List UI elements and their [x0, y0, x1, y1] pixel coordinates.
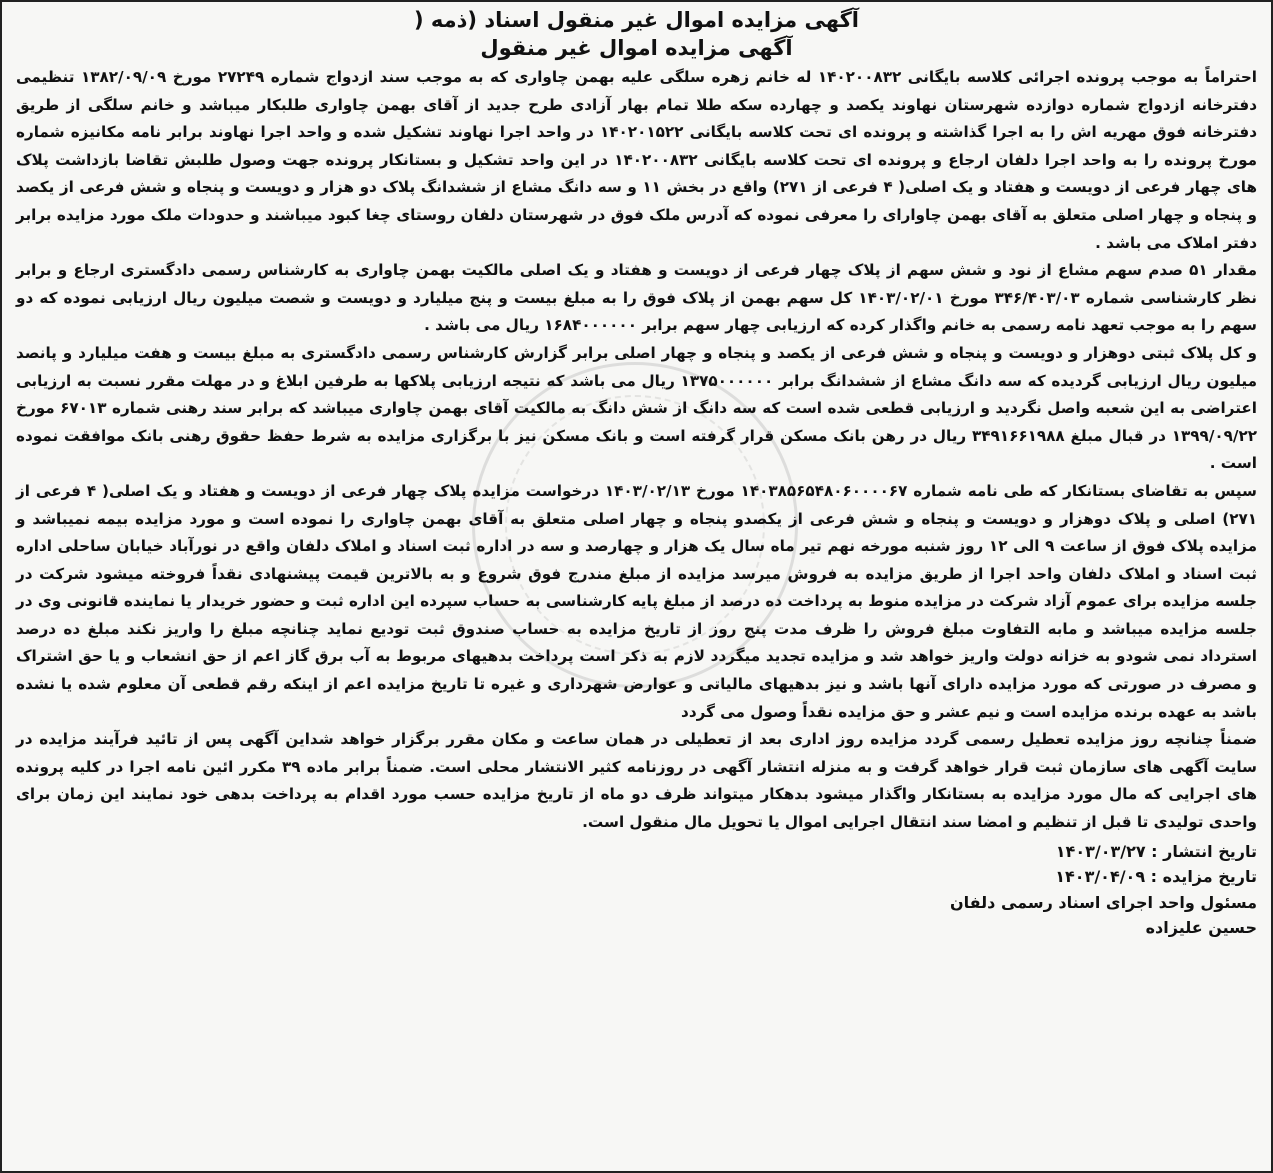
paragraph-case-details: احتراماً به موجب پرونده اجرائی کلاسه بایگانی ۱۴۰۲۰۰۸۳۲ له خانم زهره سلگی علیه بهمن چاواری که به موجب سند ازدواج شماره ۲۷۲۴۹ مورخ ۱۳۸۲/۰۹/۰۹ تنظیمی دفترخانه ازدواج شماره دوازده شهرستان نهاوند یکصد و چهارده سکه طلا تمام بهار آزادی طرح جدید از آقای بهمن چاواری طلبکار میباشد و خانم سلگی از طریق دفترخانه فوق مهریه اش را به اجرا گذاشته و پرونده ای تحت کلاسه بایگانی ۱۴۰۲۰۱۵۲۲ در واحد اجرا نهاوند تشکیل شده و واحد اجرا نهاوند برابر نامه مکانیزه شماره مورخ پرونده را به واحد اجرا دلفان ارجاع و پرونده ای تحت کلاسه بایگانی ۱۴۰۲۰۰۸۳۲ در این واحد تشکیل و بستانکار پرونده جهت وصول طلبش تقاضا بازداشت پلاک های چهار فرعی از دویست و هفتاد و یک اصلی( ۴ فرعی از ۲۷۱) واقع در بخش ۱۱ و سه دانگ مشاع از ششدانگ پلاک دو هزار و دویست و پنجاه و شش فرعی از یکصد و پنجاه و چهار اصلی متعلق به آقای بهمن چاوارای را معرفی نموده که آدرس ملک فوق در شهرستان دلفان روستای چغا کبود میباشند و حدودات ملک مورد مزایده برابر دفتر املاک می باشد . [16, 68, 1258, 252]
auction-date: تاریخ مزایده : ۱۴۰۳/۰۴/۰۹ [1055, 867, 1257, 887]
notice-title: آگهی مزایده اموال غیر منقول اسناد (ذمه ( [413, 8, 859, 32]
paragraph-additional-terms: ضمناً چنانچه روز مزایده تعطیل رسمی گردد مزایده روز اداری بعد از تعطیلی در همان ساعت و مکان مقرر برگزار خواهد شداین آگهی پس از تائید فرآیند مزایده در سایت آگهی های سازمان ثبت قرار خواهد گرفت و به منزله انتشار آگهی در روزنامه کثیر الانتشار محلی است. ضمناً برابر ماده ۳۹ مکرر ائین نامه اجرا در کلیه پرونده های اجرایی که مال مورد مزایده به بستانکار واگذار میشود بدهکار میتواند ظرف دو ماه از تاریخ مزایده حسب مورد اقدام به پرداخت بدهی خود نمایند این زمان برای واحدی تولیدی تا قبل از تنظیم و امضا سند انتقال اجرایی اموال یا تحویل مال منقول است. [16, 730, 1257, 832]
notice-subtitle: آگهی مزایده اموال غیر منقول [480, 36, 793, 60]
paragraph-auction-terms: سپس به تقاضای بستانکار که طی نامه شماره ۱۴۰۳۸۵۶۵۴۸۰۶۰۰۰۰۶۷ مورخ ۱۴۰۳/۰۲/۱۳ درخواست مزایده پلاک چهار فرعی از دویست و هفتاد و یک اصلی( ۴ فرعی از ۲۷۱) اصلی و پلاک دوهزار و دویست و پنجاه و شش فرعی از یکصدو پنجاه و چهار اصلی متعلق به آقای بهمن چاواری را نموده است و مورد مزایده بیمه نمیباشد و مزایده پلاک فوق از ساعت ۹ الی ۱۲ روز شنبه مورخه نهم تیر ماه سال یک هزار و چهارصد و سه در اداره ثبت اسناد و املاک دلفان واقع در نورآباد خیابان ساحلی اداره ثبت اسناد و املاک دلفان واحد اجرا از طریق مزایده به فروش میرسد مزایده از مبلغ مندرج فوق شروع و به بالاترین قیمت پیشنهادی نقداً فروخته میشود شرکت در جلسه مزایده برای عموم آزاد شرکت در مزایده منوط به پرداخت ده درصد از مبلغ پایه کارشناسی به حساب سپرده این اداره ثبت و حضور خریدار یا نماینده قانونی وی در جلسه مزایده میباشد و مابه التفاوت مبلغ فروش را ظرف مدت پنج روز از تاریخ مزایده به حساب صندوق ثبت تودیع نماید چنانچه مبلغ را واریز نکند مبلغ ده درصد استرداد نمی شودو به خزانه دولت واریز خواهد شد و مزایده تجدید میگردد لازم به ذکر است پرداخت بدهیهای مربوط به آب برق گاز اعم از حق انشعاب و یا حق اشتراک و مصرف در صورتی که مورد مزایده دارای آنها باشد و نیز بدهیهای مالیاتی و عوارض شهرداری و غیره تا تاریخ مزایده اعم از اینکه رقم قطعی آن معلوم شده یا نشده باشد به عهده برنده مزایده است و نیم عشر و حق مزایده نقداً وصول می گردد [16, 481, 1257, 721]
official-title: مسئول واحد اجرای اسناد رسمی دلفان [949, 892, 1257, 912]
notice-footer [16, 839, 1257, 941]
publish-date: تاریخ انتشار : ۱۴۰۳/۰۳/۲۷ [1055, 841, 1257, 861]
paragraph-second-plate-valuation: و کل پلاک ثبتی دوهزار و دویست و پنجاه و شش فرعی از یکصد و پنجاه و چهار اصلی برابر گزارش کارشناس رسمی دادگستری به مبلغ بیست و هفت میلیارد و پانصد میلیون ریال ارزیابی گردیده که سه دانگ مشاع از ششدانگ برابر ۱۳۷۵۰۰۰۰۰۰ ریال می باشد که نتیجه ارزیابی پلاکها به طرفین ابلاغ و در مهلت مقرر نسبت به ارزیابی اعتراضی به این شعبه واصل نگردید و ارزیابی قطعی شده است که سه دانگ از شش دانگ به مالکیت آقای بهمن چاواری میباشد که برابر سند رهنی شماره ۶۷۰۱۳ مورخ ۱۳۹۹/۰۹/۲۲ در قبال مبلغ ۳۴۹۱۶۶۱۹۸۸ ریال در رهن بانک مسکن قرار گرفته است و بانک مسکن نیز با برگزاری مزایده به شرط حفظ حقوق رهنی بانک موافقت نموده است . [16, 343, 1257, 473]
paragraph-first-plate-valuation: مقدار ۵۱ صدم سهم مشاع از نود و شش سهم از پلاک چهار فرعی از دویست و هفتاد و یک اصلی مالکیت بهمن چاواری به کارشناس رسمی دادگستری ارجاع و برابر نظر کارشناسی شماره ۳۴۶/۴۰۳/۰۳ مورخ ۱۴۰۳/۰۲/۰۱ کل سهم بهمن از پلاک فوق را به مبلغ بیست و پنج میلیارد و دویست و شصت میلیون ریال ارزیابی نموده که دو سهم را به موجب تعهد نامه رسمی به خانم واگذار کرده که ارزیابی چهار سهم برابر ۱۶۸۴۰۰۰۰۰۰ ریال می باشد . [16, 261, 1257, 335]
official-name: حسین علیزاده [1145, 918, 1257, 938]
notice-content [16, 6, 1257, 941]
